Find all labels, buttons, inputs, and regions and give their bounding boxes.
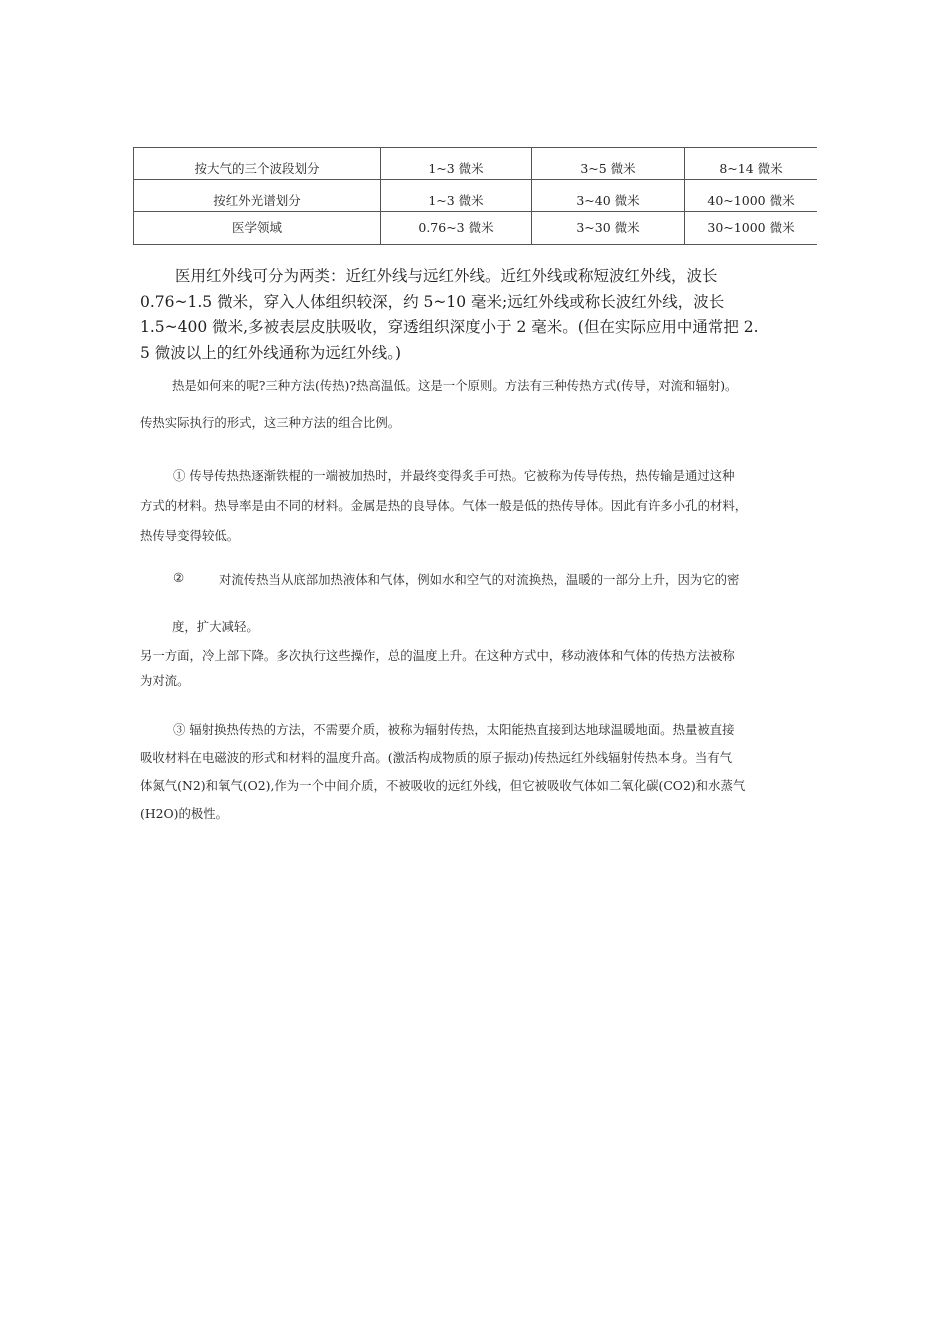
conduction-paragraph bbox=[140, 461, 747, 551]
convection-line-2: 度，扩大减轻。 bbox=[172, 619, 259, 634]
text-line: (H2O)的极性。 bbox=[140, 806, 229, 821]
table-cell: 30~1000 微米 bbox=[685, 212, 818, 245]
table-row bbox=[134, 148, 818, 180]
table-cell: 按红外光谱划分 bbox=[134, 180, 381, 212]
text-line: 0.76~1.5 微米，穿入人体组织较深，约 5~10 毫米;远红外线或称长波红外线，波长 bbox=[140, 292, 725, 311]
convection-line-3: 另一方面，冷上部下降。多次执行这些操作，总的温度上升。在这种方式中，移动液体和气体的传热方法被称 bbox=[140, 648, 735, 663]
heat-source-line-1: 热是如何来的呢?三种方法(传热)?热高温低。这是一个原则。方法有三种传热方式(传导，对流和辐射)。 bbox=[172, 378, 738, 393]
text-line: ① 传导传热热逐渐铁棍的一端被加热时，并最终变得炙手可热。它被称为传导传热，热传输是通过这种 bbox=[173, 468, 735, 483]
heat-source-line-2: 传热实际执行的形式，这三种方法的组合比例。 bbox=[140, 415, 401, 430]
text-line: 体氮气(N2)和氧气(O2),作为一个中间介质，不被吸收的远红外线，但它被吸收气体如二氧化碳(CO2)和水蒸气 bbox=[140, 778, 746, 793]
text-line: 方式的材料。热导率是由不同的材料。金属是热的良导体。气体一般是低的热传导体。因此有许多小孔的材料， bbox=[140, 498, 748, 513]
radiation-paragraph bbox=[140, 716, 745, 828]
text-line: ③ 辐射换热传热的方法，不需要介质，被称为辐射传热，太阳能热直接到达地球温暖地面。热量被直接 bbox=[173, 722, 735, 737]
text-line: 热传导变得较低。 bbox=[140, 528, 240, 543]
intro-paragraph bbox=[140, 264, 820, 366]
table-cell: 医学领域 bbox=[134, 212, 381, 245]
text-line: 5 微波以上的红外线通称为远红外线。) bbox=[140, 343, 402, 362]
convection-marker: ② bbox=[173, 570, 185, 585]
table-row bbox=[134, 212, 818, 245]
table-cell: 1~3 微米 bbox=[381, 148, 532, 180]
table-cell: 3~30 微米 bbox=[532, 212, 685, 245]
table-cell: 40~1000 微米 bbox=[685, 180, 818, 212]
table-cell: 3~40 微米 bbox=[532, 180, 685, 212]
table-cell: 按大气的三个波段划分 bbox=[134, 148, 381, 180]
table-cell: 0.76~3 微米 bbox=[381, 212, 532, 245]
table-row bbox=[134, 180, 818, 212]
infrared-band-table bbox=[133, 147, 817, 245]
text-line: 吸收材料在电磁波的形式和材料的温度升高。(激活构成物质的原子振动)传热远红外线辐射传热本身。当有气 bbox=[140, 750, 733, 765]
table-cell: 1~3 微米 bbox=[381, 180, 532, 212]
text-line: 1.5~400 微米,多被表层皮肤吸收，穿透组织深度小于 2 毫米。(但在实际应用中通常把 2. bbox=[140, 318, 759, 336]
convection-line-4: 为对流。 bbox=[140, 673, 190, 688]
text-line: 医用红外线可分为两类：近红外线与远红外线。近红外线或称短波红外线，波长 bbox=[175, 267, 718, 285]
table-cell: 8~14 微米 bbox=[685, 148, 818, 180]
convection-line-1: 对流传热当从底部加热液体和气体，例如水和空气的对流换热，温暖的一部分上升，因为它的密 bbox=[219, 572, 740, 587]
table-cell: 3~5 微米 bbox=[532, 148, 685, 180]
